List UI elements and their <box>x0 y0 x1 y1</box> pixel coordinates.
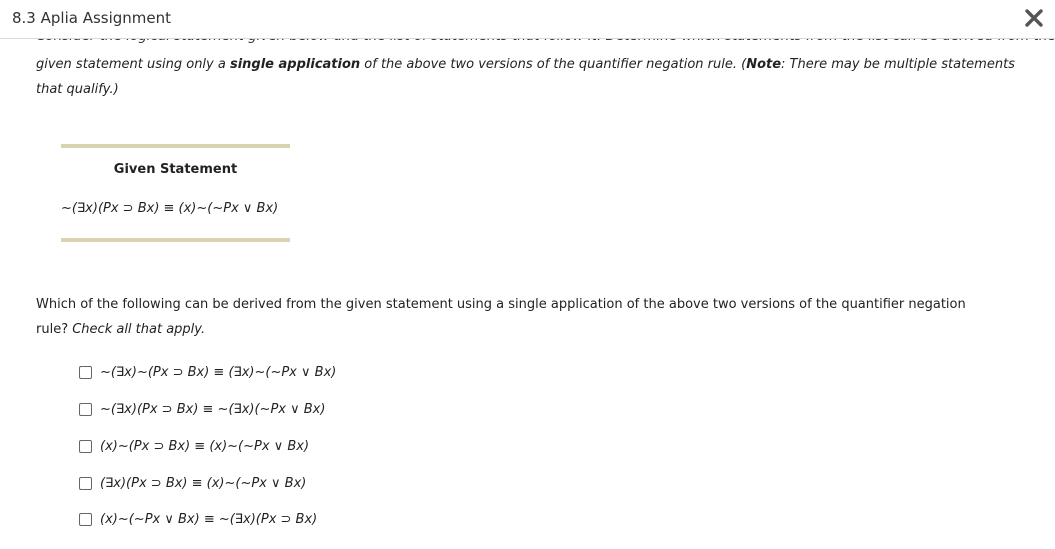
question-body: Which of the following can be derived from the given statement using a single application of the above two versions of the quantifier negation rule? <box>36 297 966 337</box>
intro-mid: of the above two versions of the quantifier negation rule. ( <box>360 57 747 72</box>
checkbox-icon[interactable] <box>79 366 92 379</box>
close-icon[interactable] <box>1021 5 1047 31</box>
given-statement-heading: Given Statement <box>113 162 238 177</box>
question-text <box>36 292 996 342</box>
option-label: (x)~(Px ⊃ Bx) ≡ (x)~(~Px ∨ Bx) <box>100 438 310 454</box>
checkbox-icon[interactable] <box>79 477 92 490</box>
option-label: ~(∃x)(Px ⊃ Bx) ≡ ~(∃x)(~Px ∨ Bx) <box>100 401 326 417</box>
window-title: 8.3 Aplia Assignment <box>12 9 172 27</box>
checkbox-icon[interactable] <box>79 440 92 453</box>
option-label: (∃x)(Px ⊃ Bx) ≡ (x)~(~Px ∨ Bx) <box>100 475 307 491</box>
question-instruction: Check all that apply. <box>72 322 206 337</box>
intro-text <box>36 52 1021 102</box>
intro-pre: given statement using only a <box>36 57 230 72</box>
given-statement: ~(∃x)(Px ⊃ Bx) ≡ (x)~(~Px ∨ Bx) <box>61 201 279 216</box>
option-5[interactable] <box>79 508 317 530</box>
option-label: ~(∃x)~(Px ⊃ Bx) ≡ (∃x)~(~Px ∨ Bx) <box>100 364 337 380</box>
modal-titlebar <box>0 0 1055 39</box>
checkbox-icon[interactable] <box>79 513 92 526</box>
given-statement-box <box>61 144 290 242</box>
checkbox-icon[interactable] <box>79 403 92 416</box>
option-4[interactable] <box>79 472 306 494</box>
note-label: Note <box>746 57 782 72</box>
option-3[interactable] <box>79 435 309 457</box>
intro-post: : There may be multiple statements that qualify.) <box>36 57 1015 97</box>
close-button[interactable] <box>1021 5 1047 31</box>
intro-bold: single application <box>229 57 361 72</box>
option-1[interactable] <box>79 361 336 383</box>
option-label: (x)~(~Px ∨ Bx) ≡ ~(∃x)(Px ⊃ Bx) <box>100 511 318 527</box>
option-2[interactable] <box>79 398 325 420</box>
